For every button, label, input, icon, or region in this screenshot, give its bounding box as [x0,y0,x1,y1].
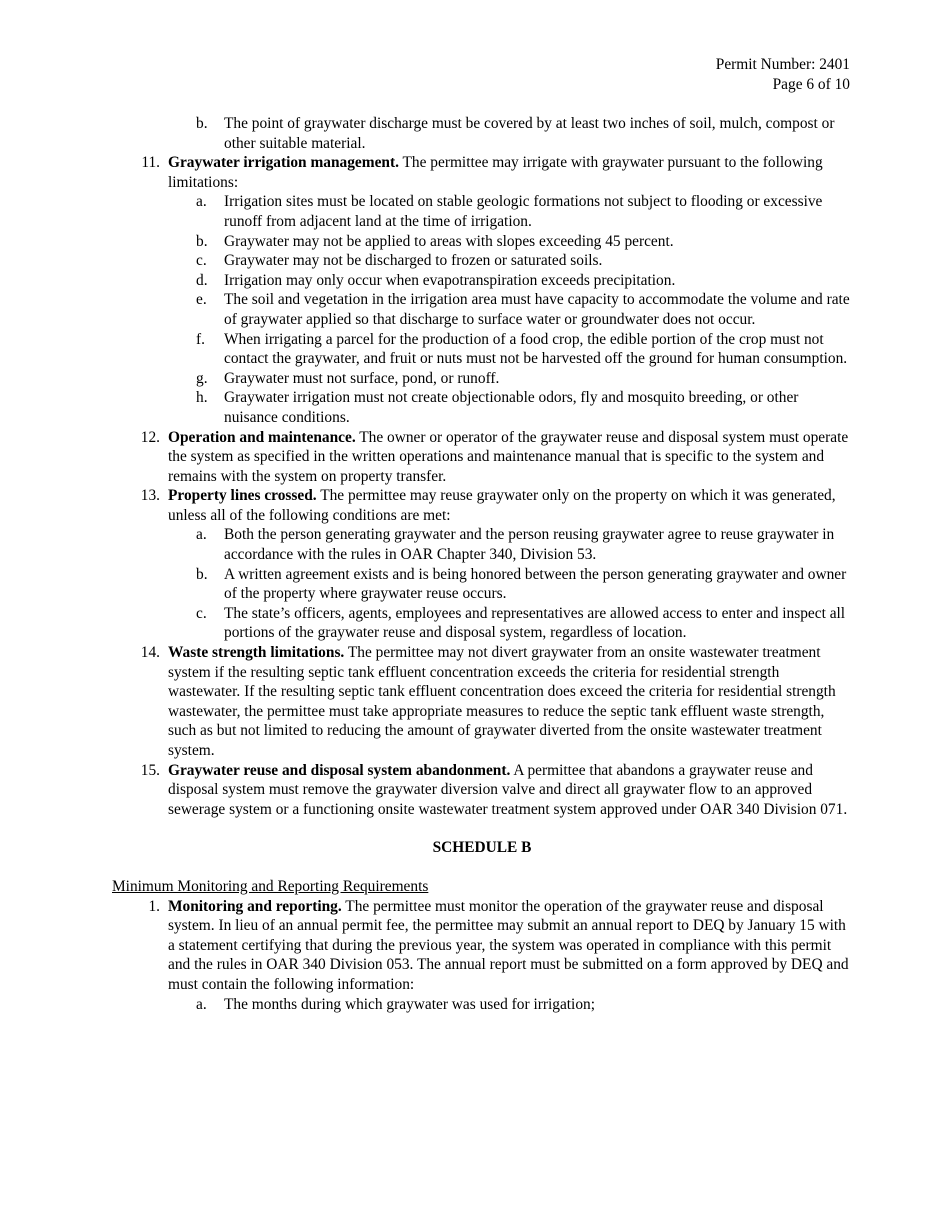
item-text: The owner or operator of the graywater reuse and disposal system must operate the system as specified in the written operations and maintenance manual that is specific to the system and remains with the system on property transfer. [168,428,849,485]
item-title: Operation and maintenance. [168,428,356,446]
numbered-item-11 [112,153,852,192]
item-title: Graywater reuse and disposal system abandonment. [168,761,511,779]
item-marker: a. [196,995,207,1013]
numbered-item-14 [112,643,852,761]
item-marker: f. [196,330,205,348]
permit-number: Permit Number: 2401 [715,56,850,73]
item-number: 11. [141,154,160,172]
item-title: Waste strength limitations. [168,644,345,662]
numbered-item-12 [112,428,852,487]
item-title: Property lines crossed. [168,487,317,505]
list-item [112,388,852,427]
item-marker: e. [196,291,207,309]
list-item [112,604,852,643]
item-marker: g. [196,369,208,387]
item-text: The permittee must monitor the operation of the graywater reuse and disposal system. In lieu of an annual permit fee, the permittee may submit an annual report to DEQ by January 15 with a statement certifying that during the previous year, the system was operated in compliance with this permit and the rules in OAR 340 Division 053. The annual report must be submitted on a form approved by DEQ and must contain the following information: [168,897,849,993]
item-text: Irrigation sites must be located on stable geologic formations not subject to flooding or excessive runoff from adjacent land at the time of irrigation. [224,193,823,230]
item-text: Both the person generating graywater and the person reusing graywater agree to reuse graywater in accordance with the rules in OAR Chapter 340, Division 53. [224,526,835,564]
item-text: The state’s officers, agents, employees and representatives are allowed access to enter and inspect all portions of the graywater reuse and disposal system, regardless of location. [224,604,846,642]
section-title: Minimum Monitoring and Reporting Requirements [112,877,429,895]
item-title: Graywater irrigation management. [168,154,399,172]
list-item [112,232,852,252]
item-text: Irrigation may only occur when evapotranspiration exceeds precipitation. [224,271,676,289]
list-item [112,995,852,1015]
list-item [112,330,852,369]
document-body [112,114,852,1014]
item-text: The point of graywater discharge must be covered by at least two inches of soil, mulch, compost or other suitable material. [224,115,835,152]
item-text: The permittee may irrigate with graywater pursuant to the following limitations: [168,154,823,191]
item-text: The permittee may not divert graywater from an onsite wastewater treatment system if the resulting septic tank effluent concentration exceeds the criteria for residential strength wastewater. If the resulting septic tank effluent concentration does exceed the criteria for residential strength wastewater, the permittee must take appropriate measures to reduce the septic tank effluent waste strength, such as but not limited to reducing the amount of graywater diverted from the onsite wastewater treatment system. [168,644,836,759]
numbered-item-15 [112,761,852,820]
item-marker: b. [196,115,208,132]
item-text: Graywater may not be applied to areas with slopes exceeding 45 percent. [224,232,674,250]
item-text: The soil and vegetation in the irrigation area must have capacity to accommodate the volume and rate of graywater applied so that discharge to surface water or groundwater does not occur. [224,291,850,328]
list-item [112,565,852,604]
item-text: Graywater may not be discharged to frozen or saturated soils. [224,252,603,270]
list-item [112,525,852,564]
item-title: Monitoring and reporting. [168,897,342,915]
item-marker: c. [196,252,207,270]
numbered-item-13 [112,486,852,525]
item-marker: b. [196,565,208,583]
item-marker: d. [196,271,208,289]
item-marker: a. [196,193,207,211]
numbered-item-1 [112,897,852,995]
page-number: Page 6 of 10 [772,75,850,93]
item-marker: c. [196,604,207,622]
list-item [112,114,852,153]
item-text: A written agreement exists and is being honored between the person generating graywater and owner of the property where graywater reuse occurs. [224,565,847,603]
item-text: When irrigating a parcel for the production of a food crop, the edible portion of the crop must not contact the graywater, and fruit or nuts must not be harvested off the ground for human consumption. [224,330,848,368]
item-number: 12. [140,428,160,446]
item-text: The months during which graywater was used for irrigation; [224,995,595,1013]
item-marker: a. [196,526,207,544]
item-text: The permittee may reuse graywater only on the property on which it was generated, unless all of the following conditions are met: [168,487,836,524]
item-text: A permittee that abandons a graywater reuse and disposal system must remove the graywater diversion valve and direct all graywater flow to an approved sewerage system or a functioning onsite wastewater treatment system approved under OAR 340 Division 071. [168,761,848,818]
list-item [112,271,852,291]
item-marker: b. [196,232,208,250]
schedule-heading: SCHEDULE B [432,839,532,857]
list-item [112,192,852,231]
item-number: 15. [140,761,160,779]
item-text: Graywater irrigation must not create objectionable odors, fly and mosquito breeding, or other nuisance conditions. [224,389,799,426]
item-number: 13. [140,487,160,505]
item-number: 1. [148,897,160,915]
item-text: Graywater must not surface, pond, or runoff. [224,369,500,387]
page-header [716,55,850,94]
item-number: 14. [140,644,160,662]
list-item [112,290,852,329]
list-item [112,369,852,389]
item-marker: h. [196,389,208,407]
list-item [112,251,852,271]
